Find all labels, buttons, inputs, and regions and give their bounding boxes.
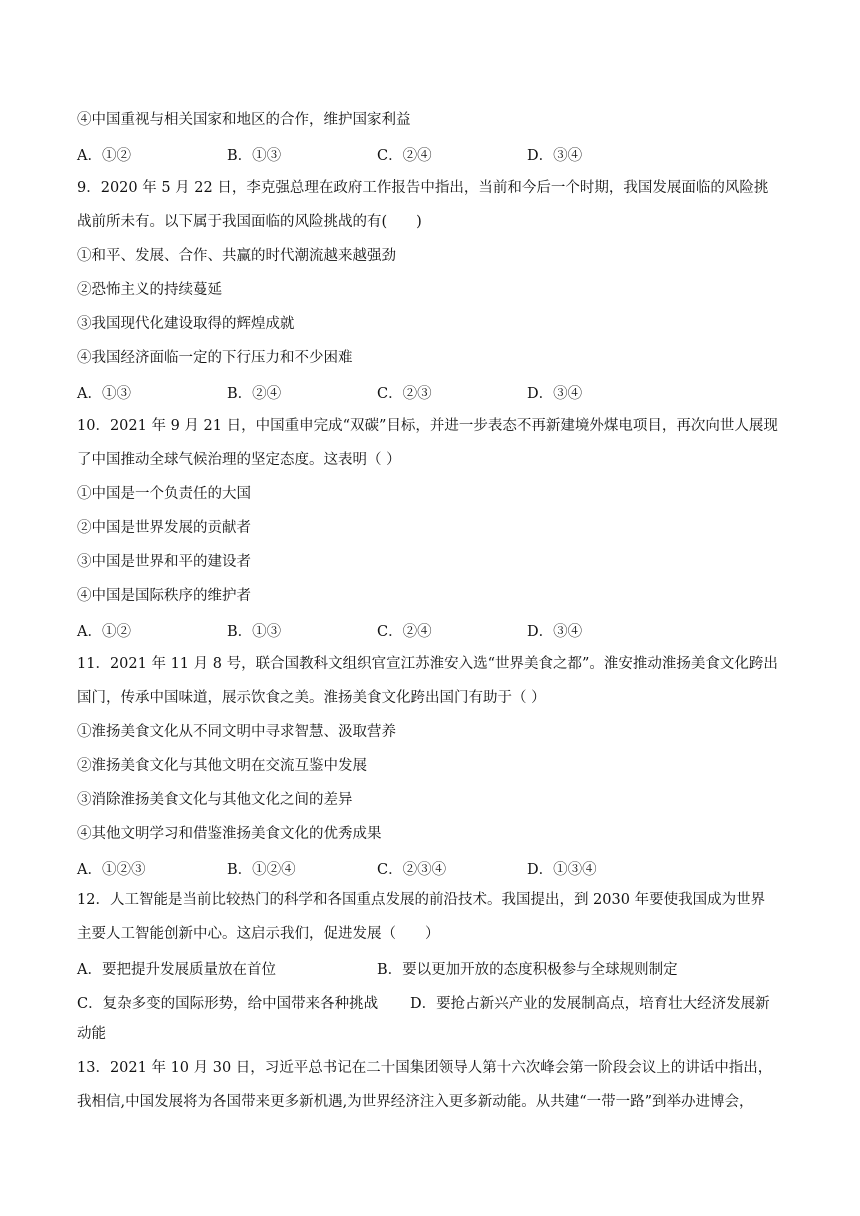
q11-stem-line2: 国门，传承中国味道，展示饮食之美。淮扬美食文化跨出国门有助于（ ） xyxy=(77,690,546,706)
q11-item-3: ③消除淮扬美食文化与其他文化之间的差异 xyxy=(77,792,353,808)
q12-option-d: D．要抢占新兴产业的发展制高点，培育壮大经济发展新 xyxy=(410,996,770,1012)
q10-option-d: D．③④ xyxy=(527,624,583,640)
q12-option-d-continuation: 动能 xyxy=(77,1026,106,1042)
q12-stem-line2: 主要人工智能创新中心。这启示我们，促进发展（ ） xyxy=(77,926,440,942)
q9-item-3: ③我国现代化建设取得的辉煌成就 xyxy=(77,316,295,332)
q9-stem-line2: 战前所未有。以下属于我国面临的风险挑战的有( ) xyxy=(77,214,422,230)
q12-option-a: A．要把提升发展质量放在首位 xyxy=(77,962,276,978)
q12-option-b: B．要以更加开放的态度积极参与全球规则制定 xyxy=(377,962,678,978)
q10-option-a: A．①② xyxy=(77,624,131,640)
q10-option-c: C．②④ xyxy=(377,624,432,640)
q11-option-a: A．①②③ xyxy=(77,862,146,878)
q9-option-d: D．③④ xyxy=(527,386,583,402)
q8-option-d: D．③④ xyxy=(527,148,583,164)
q11-stem-line1: 11．2021 年 11 月 8 号，联合国教科文组织官宣江苏淮安入选“世界美食之都”。淮安推动淮扬美食文化跨出 xyxy=(77,656,778,672)
q11-item-2: ②淮扬美食文化与其他文明在交流互鉴中发展 xyxy=(77,758,367,774)
q13-stem-line1: 13．2021 年 10 月 30 日，习近平总书记在二十国集团领导人第十六次峰会第一阶段会议上的讲话中指出， xyxy=(77,1060,773,1076)
q9-stem-line1: 9．2020 年 5 月 22 日，李克强总理在政府工作报告中指出，当前和今后一个时期，我国发展面临的风险挑 xyxy=(77,180,769,196)
q8-item-4: ④中国重视与相关国家和地区的合作，维护国家利益 xyxy=(77,112,411,128)
q11-item-1: ①淮扬美食文化从不同文明中寻求智慧、汲取营养 xyxy=(77,724,396,740)
q10-option-b: B．①③ xyxy=(227,624,282,640)
q13-stem-line2: 我相信,中国发展将为各国带来更多新机遇,为世界经济注入更多新动能。从共建“一带一路”到举办进博会， xyxy=(77,1094,754,1110)
q8-option-b: B．①③ xyxy=(227,148,282,164)
q10-item-4: ④中国是国际秩序的维护者 xyxy=(77,588,251,604)
q9-item-2: ②恐怖主义的持续蔓延 xyxy=(77,282,222,298)
q11-option-b: B．①②④ xyxy=(227,862,296,878)
q9-option-c: C．②③ xyxy=(377,386,432,402)
q12-option-c: C．复杂多变的国际形势，给中国带来各种挑战 xyxy=(77,996,379,1012)
q12-stem-line1: 12．人工智能是当前比较热门的科学和各国重点发展的前沿技术。我国提出，到 2030 年要使我国成为世界 xyxy=(77,892,766,908)
q11-option-c: C．②③④ xyxy=(377,862,447,878)
q9-option-a: A．①③ xyxy=(77,386,131,402)
q9-option-b: B．②④ xyxy=(227,386,282,402)
q10-item-2: ②中国是世界发展的贡献者 xyxy=(77,520,251,536)
q9-item-4: ④我国经济面临一定的下行压力和不少困难 xyxy=(77,350,353,366)
q10-item-3: ③中国是世界和平的建设者 xyxy=(77,554,251,570)
q10-stem-line2: 了中国推动全球气候治理的坚定态度。这表明（ ） xyxy=(77,452,401,468)
q8-option-a: A．①② xyxy=(77,148,131,164)
q8-option-c: C．②④ xyxy=(377,148,432,164)
q11-option-d: D．①③④ xyxy=(527,862,597,878)
q10-item-1: ①中国是一个负责任的大国 xyxy=(77,486,251,502)
q11-item-4: ④其他文明学习和借鉴淮扬美食文化的优秀成果 xyxy=(77,826,382,842)
q10-stem-line1: 10．2021 年 9 月 21 日，中国重申完成“双碳”目标，并进一步表态不再新建境外煤电项目，再次向世人展现 xyxy=(77,418,778,434)
q9-item-1: ①和平、发展、合作、共赢的时代潮流越来越强劲 xyxy=(77,248,396,264)
